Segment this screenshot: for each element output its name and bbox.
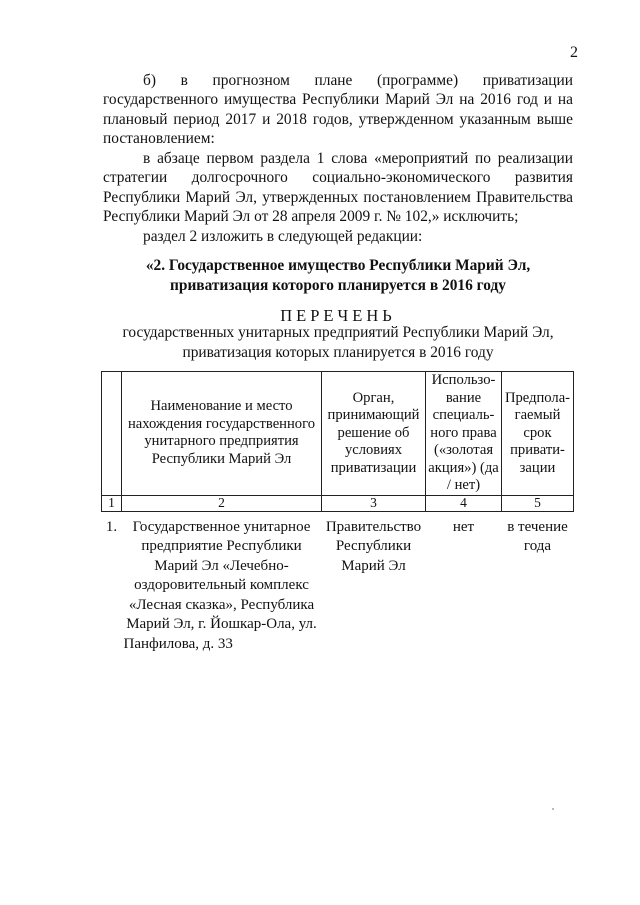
row-number: 1. [105, 518, 118, 535]
row-decision-body: Правительство Республики Марий Эл [325, 518, 422, 574]
header-privatization-term: Предпола-гаемый срок привати-зации [502, 372, 574, 496]
list-title: ПЕРЕЧЕНЬ [280, 306, 396, 325]
list-subtitle-line-2: приватизация которых планируется в 2016 году [182, 344, 494, 361]
column-index: 1 [102, 495, 122, 511]
header-decision-body: Орган, принимающий решение об условиях приватизации [322, 372, 426, 496]
table-row [102, 511, 574, 654]
section-heading-line-2: приватизация которого планируется в 2016 году [170, 277, 506, 294]
table-header-row [102, 372, 574, 496]
header-enterprise-name: Наименование и место нахождения государственного унитарного предприятия Республики Марий Эл [122, 372, 322, 496]
table-index-row [102, 495, 574, 511]
column-index: 5 [502, 495, 574, 511]
column-index: 2 [122, 495, 322, 511]
section-heading [103, 256, 573, 296]
row-privatization-term: в течение года [507, 518, 568, 554]
paragraph-privatization-plan [103, 71, 573, 149]
row-special-right: нет [452, 518, 475, 535]
paragraph-section-2-intro: раздел 2 изложить в следующей редакции: [143, 228, 423, 245]
page-number: 2 [570, 44, 578, 61]
row-enterprise-name: Государственное унитарное предприятие Республики Марий Эл «Лечебно-оздоровительный комплекс «Лесная сказка», Республика Марий Эл, г. Йошкар-Ола, ул. Панфилова, д. 33 [123, 518, 317, 652]
privatization-table [101, 371, 574, 654]
section-heading-line-1: «2. Государственное имущество Республики Марий Эл, [145, 257, 531, 274]
header-number [102, 372, 122, 496]
column-index: 3 [322, 495, 426, 511]
scan-speck [552, 808, 554, 810]
paragraph-privatization-plan-rest: государственного имущества Республики Марий Эл на 2016 год и на плановый период 2017 и 2018 годов, утвержденном указанным выше постановлением: [103, 91, 573, 148]
paragraph-privatization-plan-first-line: б) в прогнозном плане (программе) приватизации [143, 72, 573, 89]
paragraph-section-1-amendment: в абзаце первом раздела 1 слова «мероприятий по реализации стратегии долгосрочного социально-экономического развития Республики Марий Эл, утвержденных постановлением Правительства Республики Марий Эл от 28 апреля 2009 г. № 102,» исключить; [103, 150, 573, 226]
column-index: 4 [426, 495, 502, 511]
list-subtitle [103, 323, 573, 363]
list-subtitle-line-1: государственных унитарных предприятий Республики Марий Эл, [122, 324, 554, 341]
header-special-right: Использо-вание специаль-ного права («золотая акция») (да / нет) [426, 372, 502, 496]
